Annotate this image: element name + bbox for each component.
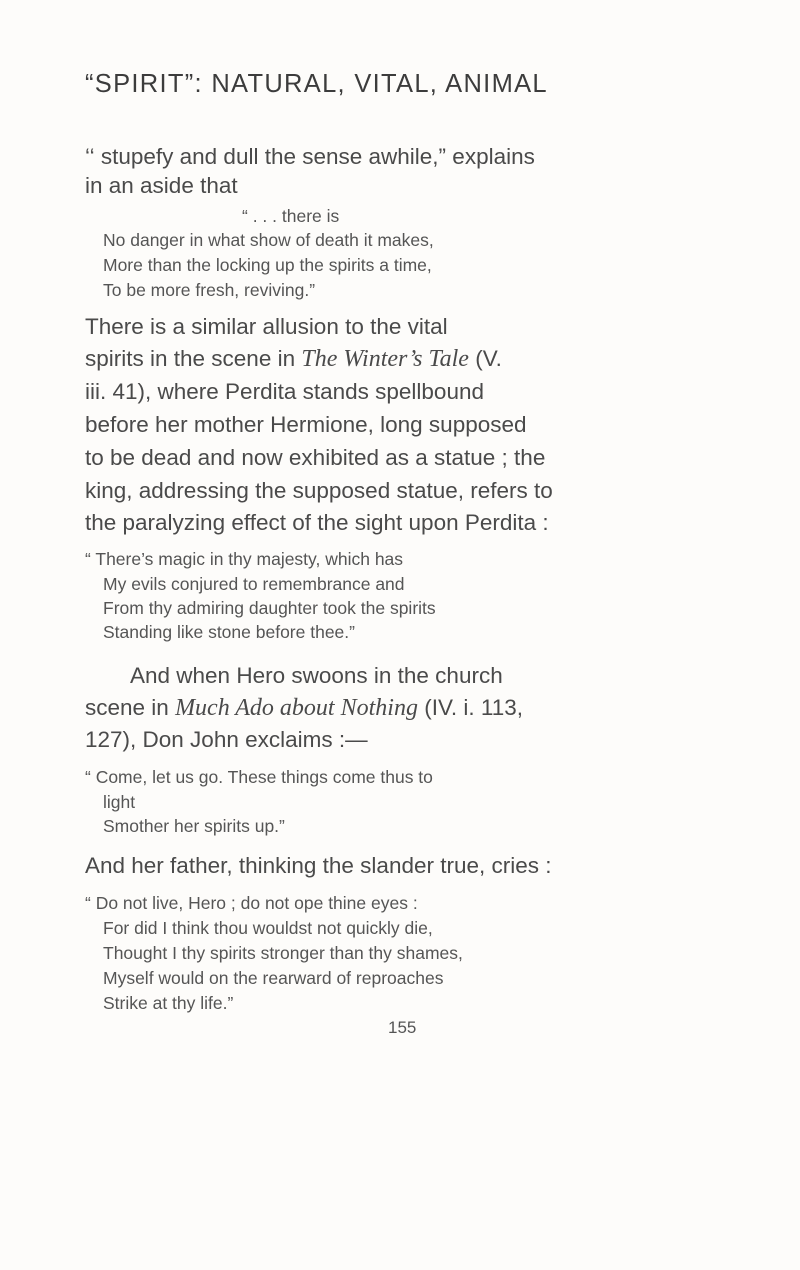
running-head: “SPIRIT”: NATURAL, VITAL, ANIMAL [85, 70, 548, 98]
quote1-line1: “ . . . there is [242, 206, 340, 226]
quote1-line3: More than the locking up the spirits a time, [103, 255, 432, 275]
para2-line2-pre: spirits in the scene in [85, 346, 302, 371]
para2-line3: iii. 41), where Perdita stands spellbound [85, 379, 484, 404]
para3-line1: And when Hero swoons in the church [130, 663, 503, 688]
para3-line2 [85, 695, 523, 722]
para4-line1: And her father, thinking the slander true, cries : [85, 853, 552, 878]
para3-line2-post: (IV. i. 113, [417, 695, 524, 720]
para1-line2: in an aside that [85, 173, 238, 198]
quote2-line4: Standing like stone before thee.” [103, 622, 355, 642]
play-title-much-ado: Much Ado about Nothing [175, 695, 418, 721]
quote3-line3: Smother her spirits up.” [103, 816, 285, 836]
quote3-line1: “ Come, let us go. These things come thus to [85, 767, 433, 787]
quote2-line3: From thy admiring daughter took the spirits [103, 598, 436, 618]
para2-line5: to be dead and now exhibited as a statue ; the [85, 445, 546, 470]
quote3-line2: light [103, 792, 136, 812]
quote4-line3: Thought I thy spirits stronger than thy shames, [103, 943, 463, 963]
play-title-winters-tale: The Winter’s Tale [301, 346, 469, 372]
para2-line2-post: (V. [468, 346, 502, 371]
quote1-line4: To be more fresh, reviving.” [103, 280, 316, 300]
para2-line7: the paralyzing effect of the sight upon Perdita : [85, 510, 549, 535]
quote1-line2: No danger in what show of death it makes, [103, 230, 434, 250]
page-number: 155 [388, 1018, 417, 1037]
para1-line1: ‘‘ stupefy and dull the sense awhile,” explains [85, 144, 535, 169]
quote4-line5: Strike at thy life.” [103, 993, 234, 1013]
quote4-line1: “ Do not live, Hero ; do not ope thine eyes : [85, 893, 418, 913]
para2-line4: before her mother Hermione, long supposed [85, 412, 527, 437]
para3-line2-pre: scene in [85, 695, 176, 720]
para2-line1: There is a similar allusion to the vital [85, 314, 448, 339]
quote4-line2: For did I think thou wouldst not quickly die, [103, 918, 433, 938]
quote2-line2: My evils conjured to remembrance and [103, 574, 405, 594]
para3-line3: 127), Don John exclaims :— [85, 727, 368, 752]
para2-line2 [85, 346, 502, 373]
quote4-line4: Myself would on the rearward of reproaches [103, 968, 444, 988]
quote2-line1: “ There’s magic in thy majesty, which has [85, 549, 404, 569]
para2-line6: king, addressing the supposed statue, refers to [85, 478, 553, 503]
